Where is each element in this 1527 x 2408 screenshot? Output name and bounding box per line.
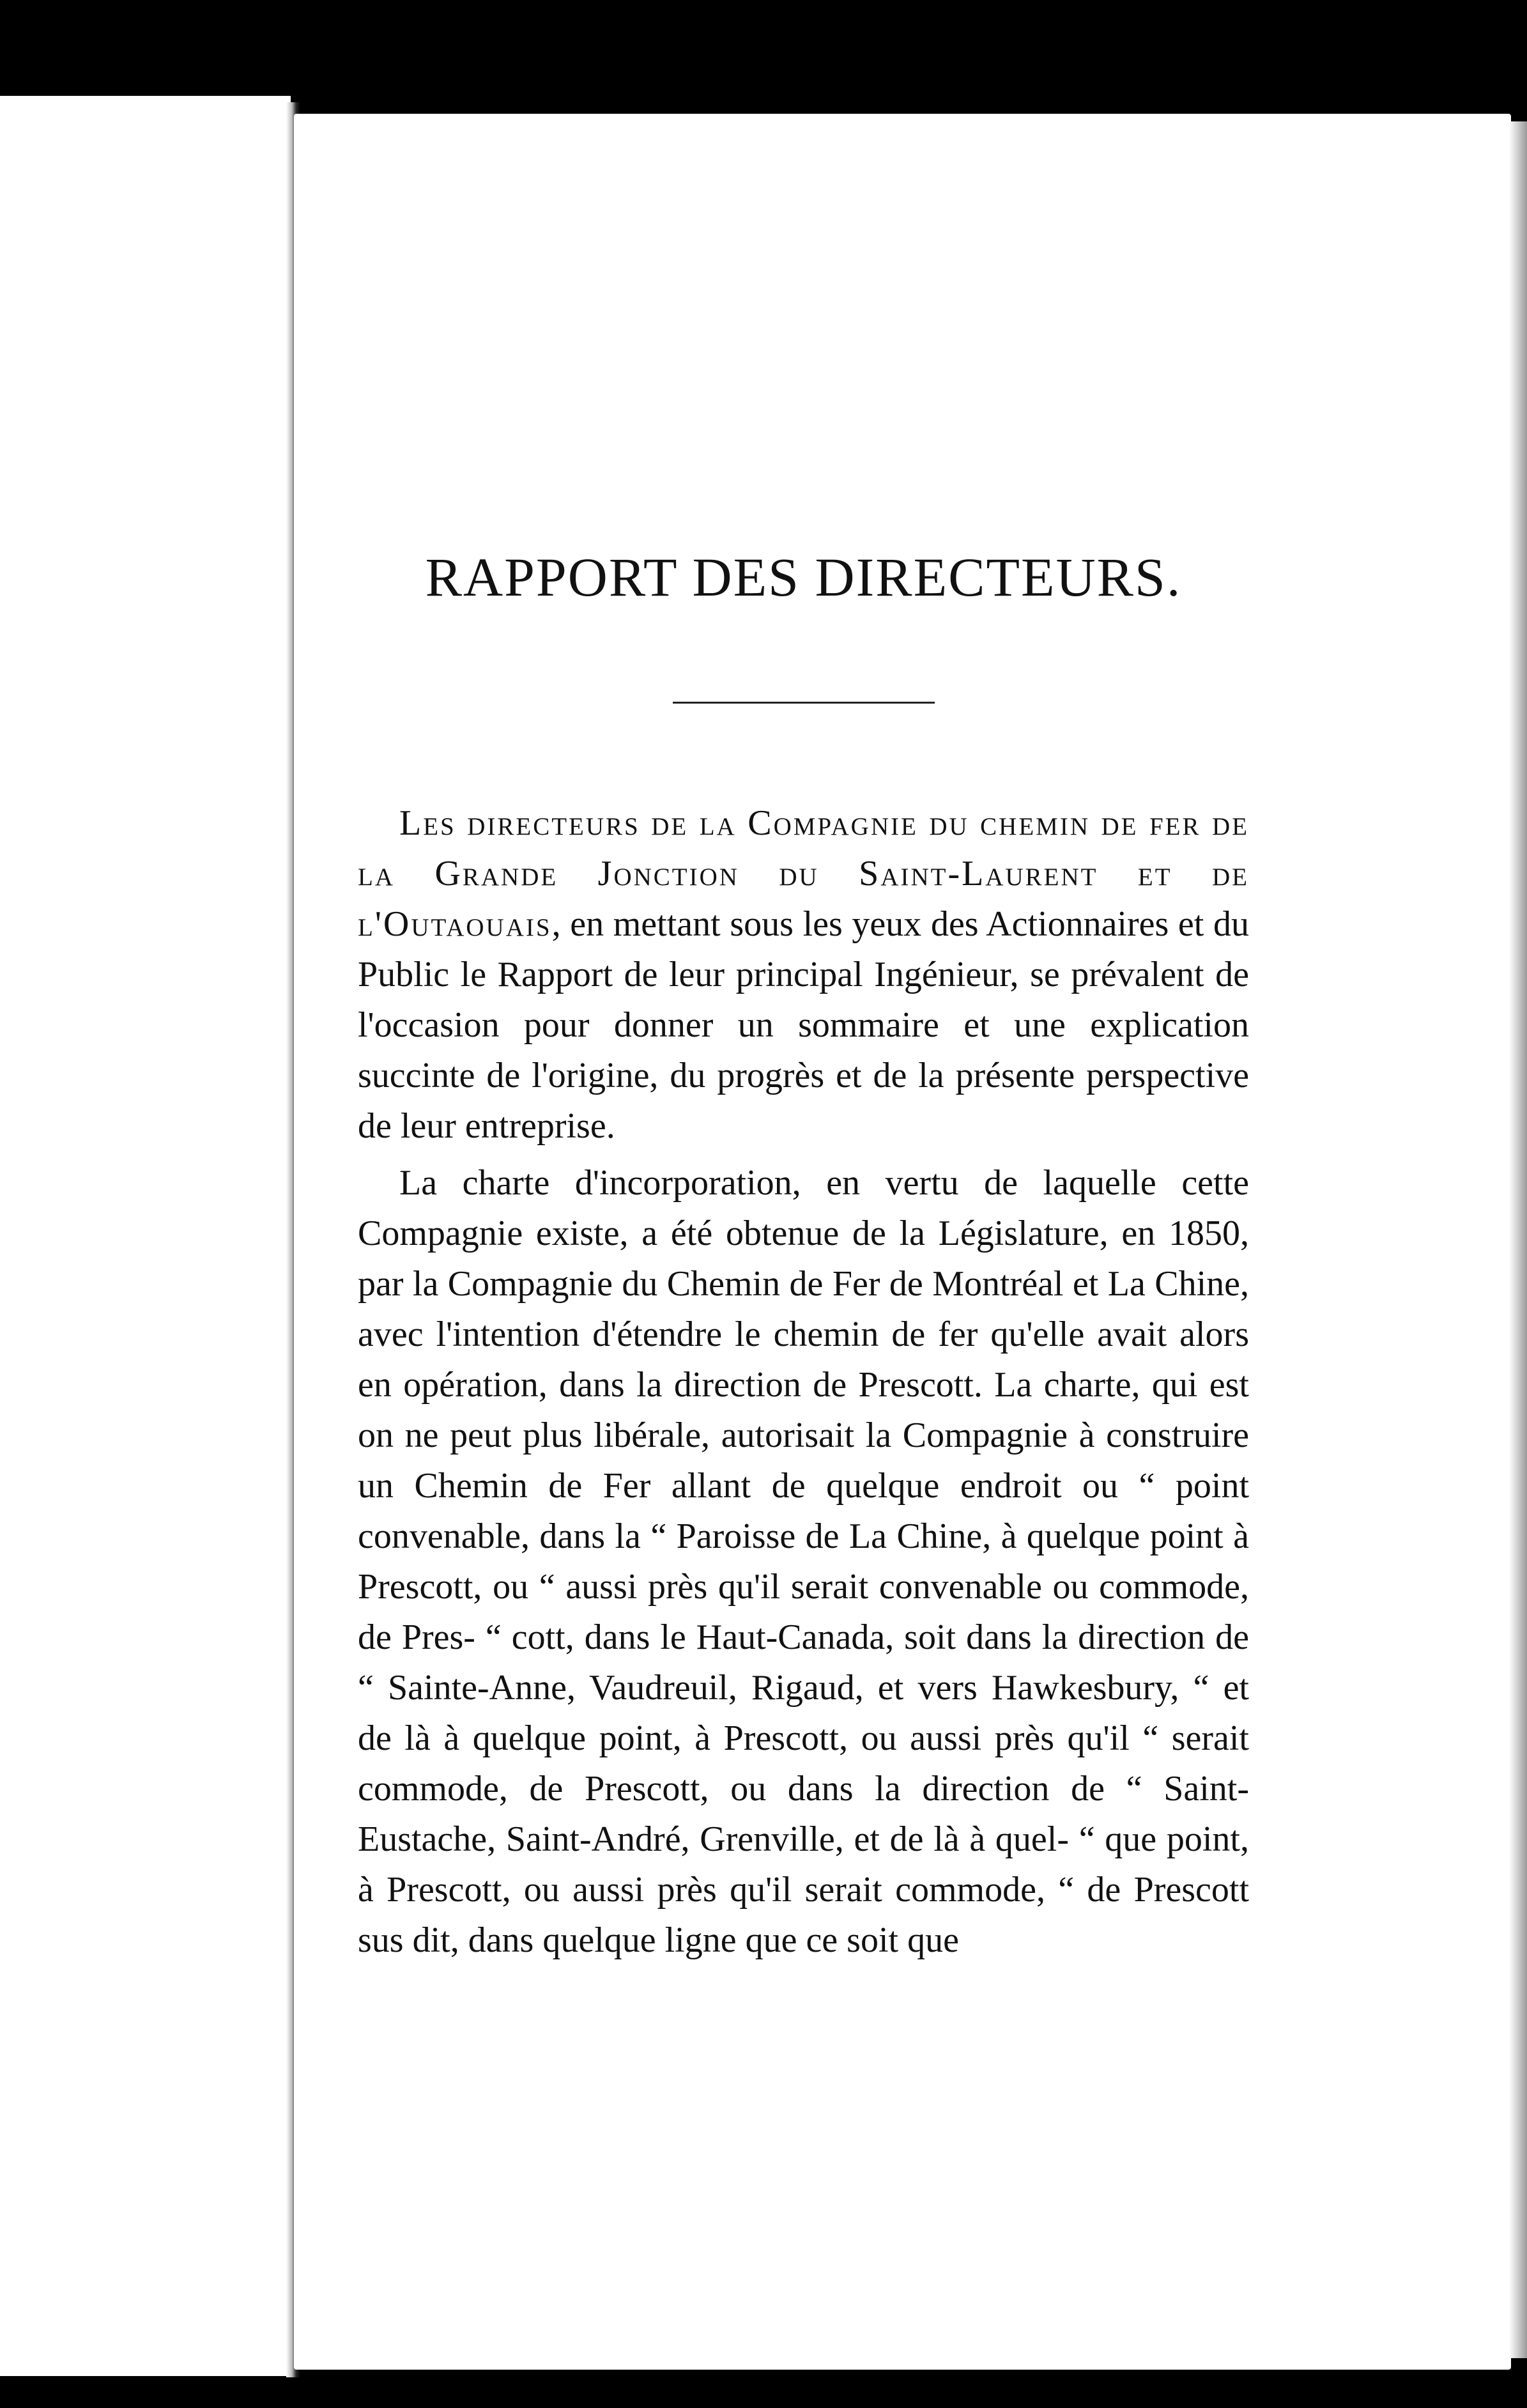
body-text [358,798,1249,1966]
page-title: RAPPORT DES DIRECTEURS. [425,546,1182,608]
scan-speck [46,2308,52,2315]
opening-small-caps: Les directeurs de la Compagnie du chemin de fer de la Grande Jonction du Saint-Laurent et de l'Outaouais [358,803,1249,944]
page-right-edge [1509,121,1527,2358]
facing-page-edge [0,96,291,2376]
paragraph-1-text: , en mettant sous les yeux des Actionnaires et du Public le Rapport de leur principal Ingénieur, se prévalent de l'occasion pour donner un sommaire et une explication succinte de l'origine, du progrès et de la présente perspective de leur entreprise. [358,904,1249,1146]
paragraph-2: La charte d'incorporation, en vertu de laquelle cette Compagnie existe, a été obtenue de la Législature, en 1850, par la Compagnie du Chemin de Fer de Montréal et La Chine, avec l'intention d'étendre le chemin de fer qu'elle avait alors en opération, dans la direction de Prescott. La charte, qui est on ne peut plus libérale, autorisait la Compagnie à construire un Chemin de Fer allant de quelque endroit ou “ point convenable, dans la “ Paroisse de La Chine, à quelque point à Prescott, ou “ aussi près qu'il serait convenable ou commode, de Pres- “ cott, dans le Haut-Canada, soit dans la direction de “ Sainte-Anne, Vaudreuil, Rigaud, et vers Hawkesbury, “ et de là à quelque point, à Prescott, ou aussi près qu'il “ serait commode, de Prescott, ou dans la direction de “ Saint-Eustache, Saint-André, Grenville, et de là à quel- “ que point, à Prescott, ou aussi près qu'il serait commode, “ de Prescott sus dit, dans quelque ligne que ce soit que [358,1163,1249,1960]
title-rule [673,702,935,704]
page-content [358,546,1249,1966]
paragraph-1 [358,798,1249,1152]
